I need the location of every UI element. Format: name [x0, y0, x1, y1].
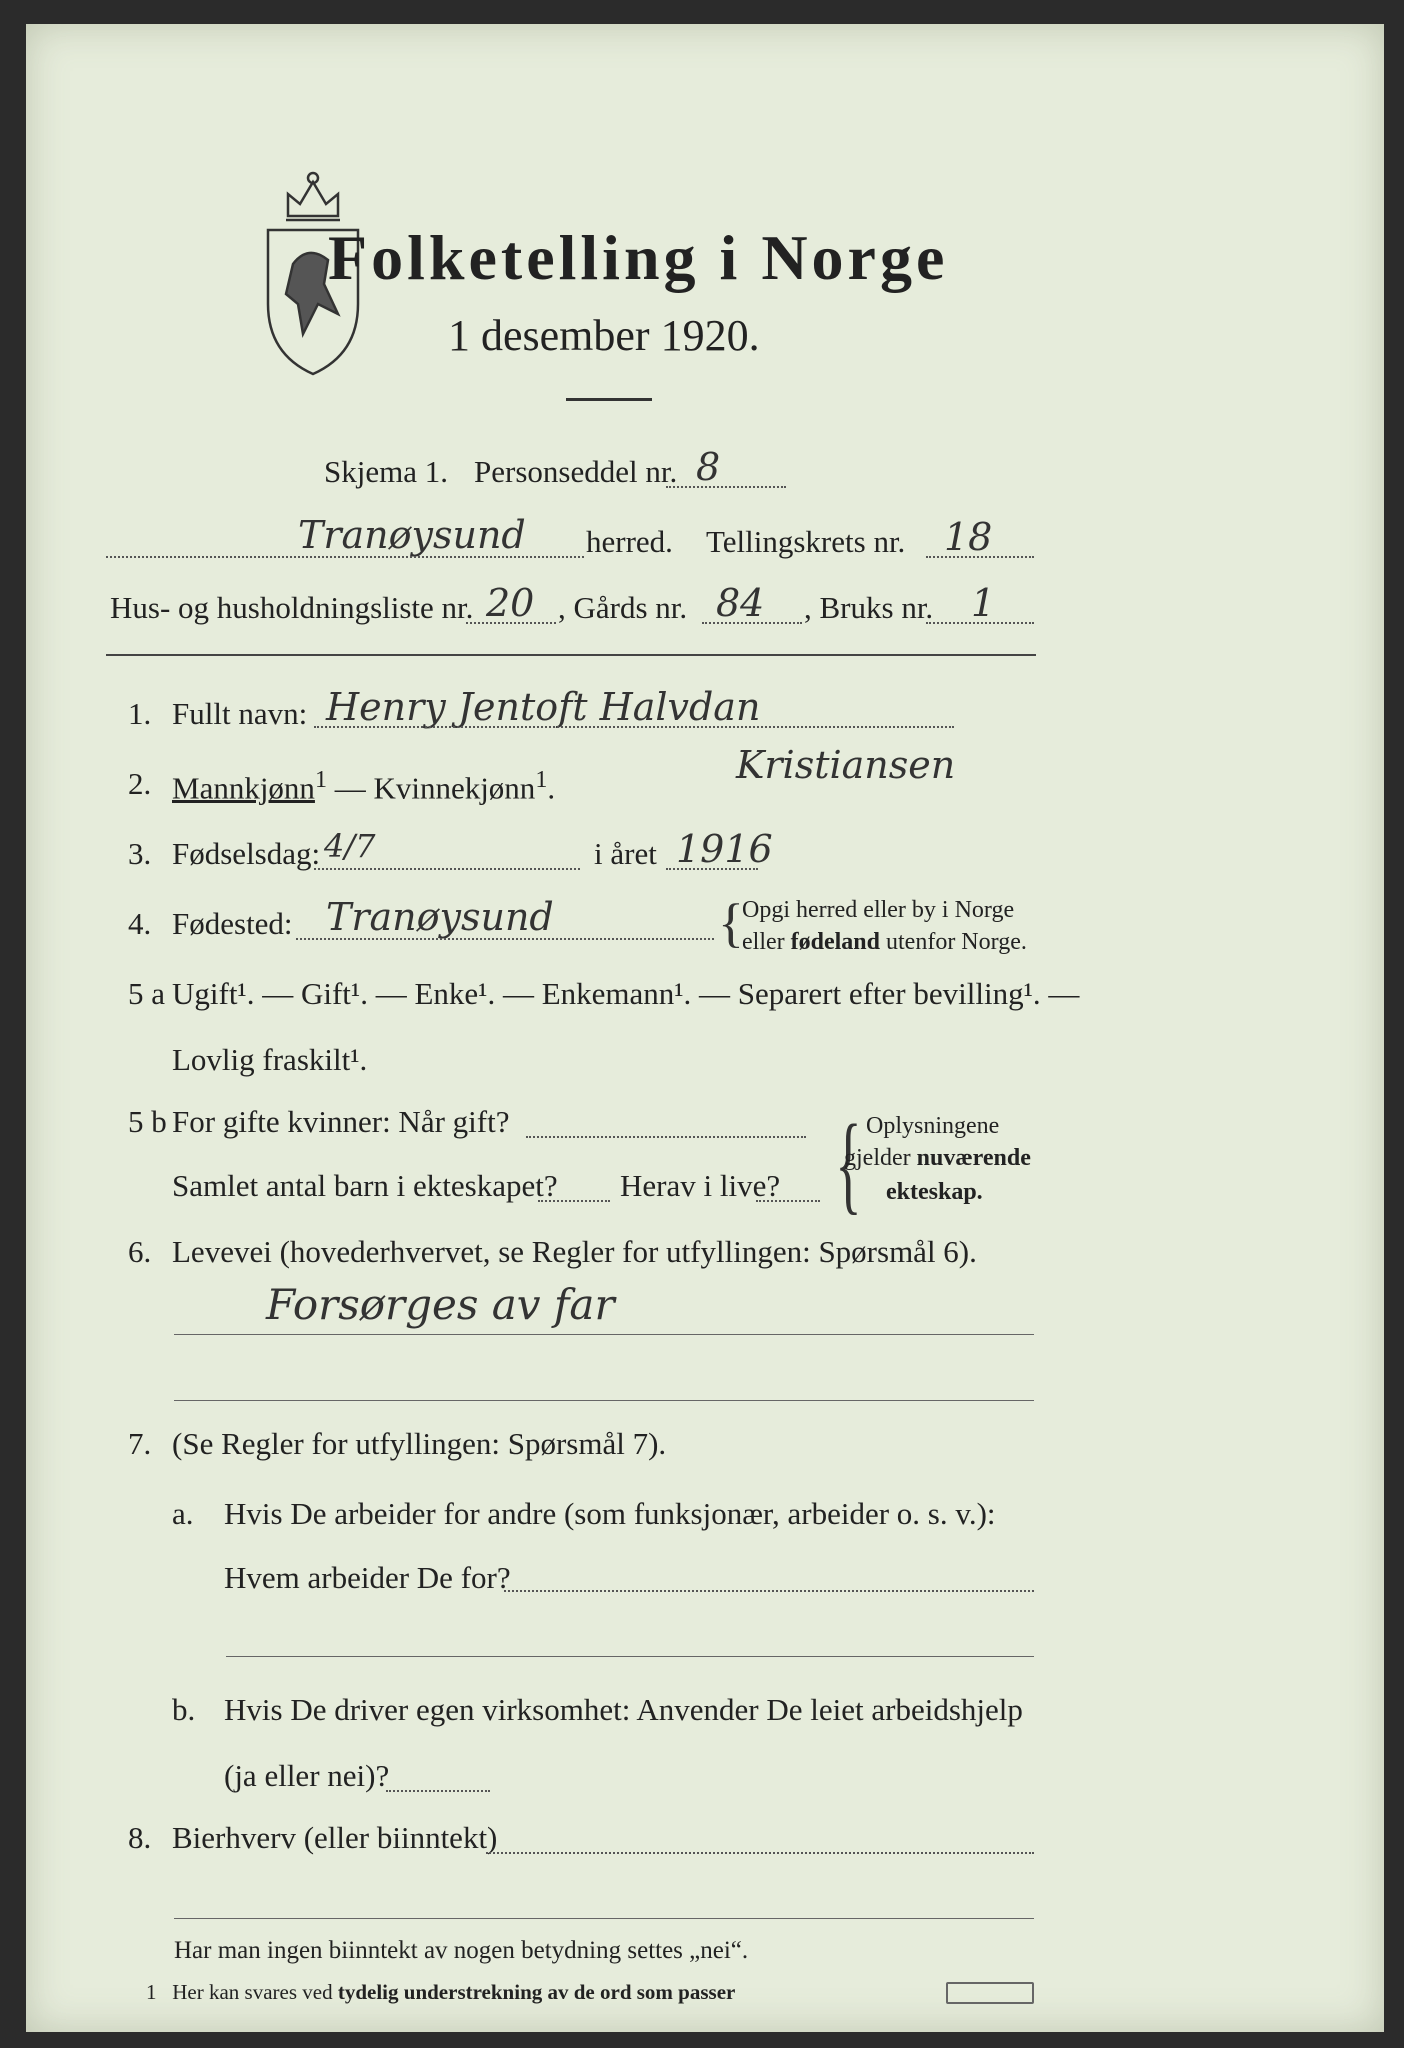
krets-label: Tellingskrets nr. — [706, 524, 906, 559]
q7-number: 7. — [128, 1426, 152, 1461]
q5b-brace: { — [835, 1102, 862, 1224]
q8-label: Bierhverv (eller biinntekt) — [172, 1820, 498, 1855]
q3-number: 3. — [128, 836, 152, 871]
q4-line — [296, 938, 714, 940]
q5a-line-1: Ugift¹. — Gift¹. — Enke¹. — Enkemann¹. — Separert efter bevilling¹. — — [172, 976, 1080, 1011]
q4-birthplace-value: Tranøysund — [326, 895, 554, 939]
person-label: Personseddel nr. — [474, 454, 678, 489]
q6-number: 6. — [128, 1234, 152, 1269]
person-number-value: 8 — [696, 445, 721, 489]
q7a-line-1: Hvis De arbeider for andre (som funksjonær, arbeider o. s. v.): — [224, 1496, 996, 1531]
q2-number: 2. — [128, 766, 152, 801]
q4-note-2: eller fødeland utenfor Norge. — [742, 929, 1027, 955]
q5b-note-2: gjelder nuværende — [844, 1145, 1031, 1171]
q2-female-option: Kvinnekjønn — [373, 770, 536, 806]
bruks-label: , Bruks nr. — [804, 590, 934, 625]
q4-label: Fødested: — [172, 906, 293, 941]
q3-label: Fødselsdag: — [172, 836, 321, 871]
krets-line — [926, 556, 1034, 558]
q1-line — [314, 726, 954, 728]
schema-label: Skjema 1. — [324, 454, 448, 489]
q7a-line-2: Hvem arbeider De for? — [224, 1560, 511, 1595]
form-date: 1 desember 1920. — [448, 311, 760, 360]
q8-note: Har man ingen biinntekt av nogen betydning settes „nei“. — [174, 1937, 749, 1964]
hus-label: Hus- og husholdningsliste nr. — [110, 590, 474, 625]
q1-number: 1. — [128, 696, 152, 731]
q7a-answer-line — [504, 1590, 1034, 1592]
hus-value: 20 — [486, 581, 535, 625]
gards-value: 84 — [716, 581, 765, 625]
q1-name-value: Henry Jentoft Halvdan — [326, 685, 761, 729]
q3-year-line — [666, 868, 758, 870]
q5b-label-3: Herav i live? — [620, 1168, 781, 1203]
q7a-number: a. — [172, 1496, 194, 1531]
q7a-extra-line — [226, 1656, 1034, 1657]
q8-answer-line — [486, 1852, 1034, 1854]
title-divider — [566, 398, 652, 401]
census-form-sheet — [26, 24, 1384, 2032]
krets-value: 18 — [944, 515, 993, 559]
header-divider — [106, 654, 1036, 656]
q5b-note-1: Oplysningene — [866, 1113, 1000, 1139]
herred-label: herred. — [586, 524, 673, 559]
hus-line — [466, 622, 556, 624]
q5b-label-1: For gifte kvinner: Når gift? — [172, 1104, 510, 1139]
gards-line — [702, 622, 802, 624]
bruks-value: 1 — [971, 581, 996, 625]
printer-stamp — [946, 1982, 1034, 2004]
q7b-line-1: Hvis De driver egen virksomhet: Anvender De leiet arbeidshjelp — [224, 1692, 1023, 1727]
form-title: Folketelling i Norge — [328, 222, 949, 293]
gards-label: , Gårds nr. — [558, 590, 688, 625]
q5b-line-1 — [526, 1136, 806, 1138]
q3-year-value: 1916 — [676, 827, 773, 871]
q8-extra-line — [174, 1918, 1034, 1919]
herred-line — [106, 556, 584, 558]
q3-year-label: i året — [594, 836, 657, 871]
q5a-line-2: Lovlig fraskilt¹. — [172, 1042, 368, 1077]
q4-note-1: Opgi herred eller by i Norge — [742, 897, 1015, 923]
q5b-note-3: ekteskap. — [886, 1179, 983, 1205]
q6-occupation-value: Forsørges av far — [266, 1280, 615, 1329]
q8-number: 8. — [128, 1820, 152, 1855]
q4-number: 4. — [128, 906, 152, 941]
q6-label: Levevei (hovederhvervet, se Regler for utfyllingen: Spørsmål 6). — [172, 1234, 977, 1269]
footnote: 1 Her kan svares ved tydelig understrekning av de ord som passer — [146, 1980, 736, 2004]
q4-brace: { — [718, 893, 744, 953]
q7b-answer-line — [386, 1790, 490, 1792]
q3-line — [314, 868, 580, 870]
q6-line-1 — [174, 1334, 1034, 1335]
q1-name-value-2: Kristiansen — [736, 743, 956, 787]
q7-label: (Se Regler for utfyllingen: Spørsmål 7). — [172, 1426, 667, 1461]
q7b-number: b. — [172, 1692, 196, 1727]
q5a-number: 5 a — [128, 976, 166, 1011]
herred-value: Tranøysund — [298, 513, 526, 557]
q7b-line-2: (ja eller nei)? — [224, 1758, 390, 1793]
q3-birthdate-value: 4/7 — [324, 827, 376, 865]
q5b-label-2: Samlet antal barn i ekteskapet? — [172, 1168, 558, 1203]
q5b-line-2 — [538, 1200, 610, 1202]
q6-line-2 — [174, 1400, 1034, 1401]
q1-label: Fullt navn: — [172, 696, 308, 731]
q5b-number: 5 b — [128, 1104, 167, 1139]
person-number-line — [666, 486, 786, 488]
q2-text: Mannkjønn$^1$ — Kvinnekjønn$^1$. — [172, 767, 556, 806]
q2-male-option: Mannkjønn — [172, 770, 315, 806]
q5b-line-3 — [756, 1200, 820, 1202]
bruks-line — [926, 622, 1034, 624]
